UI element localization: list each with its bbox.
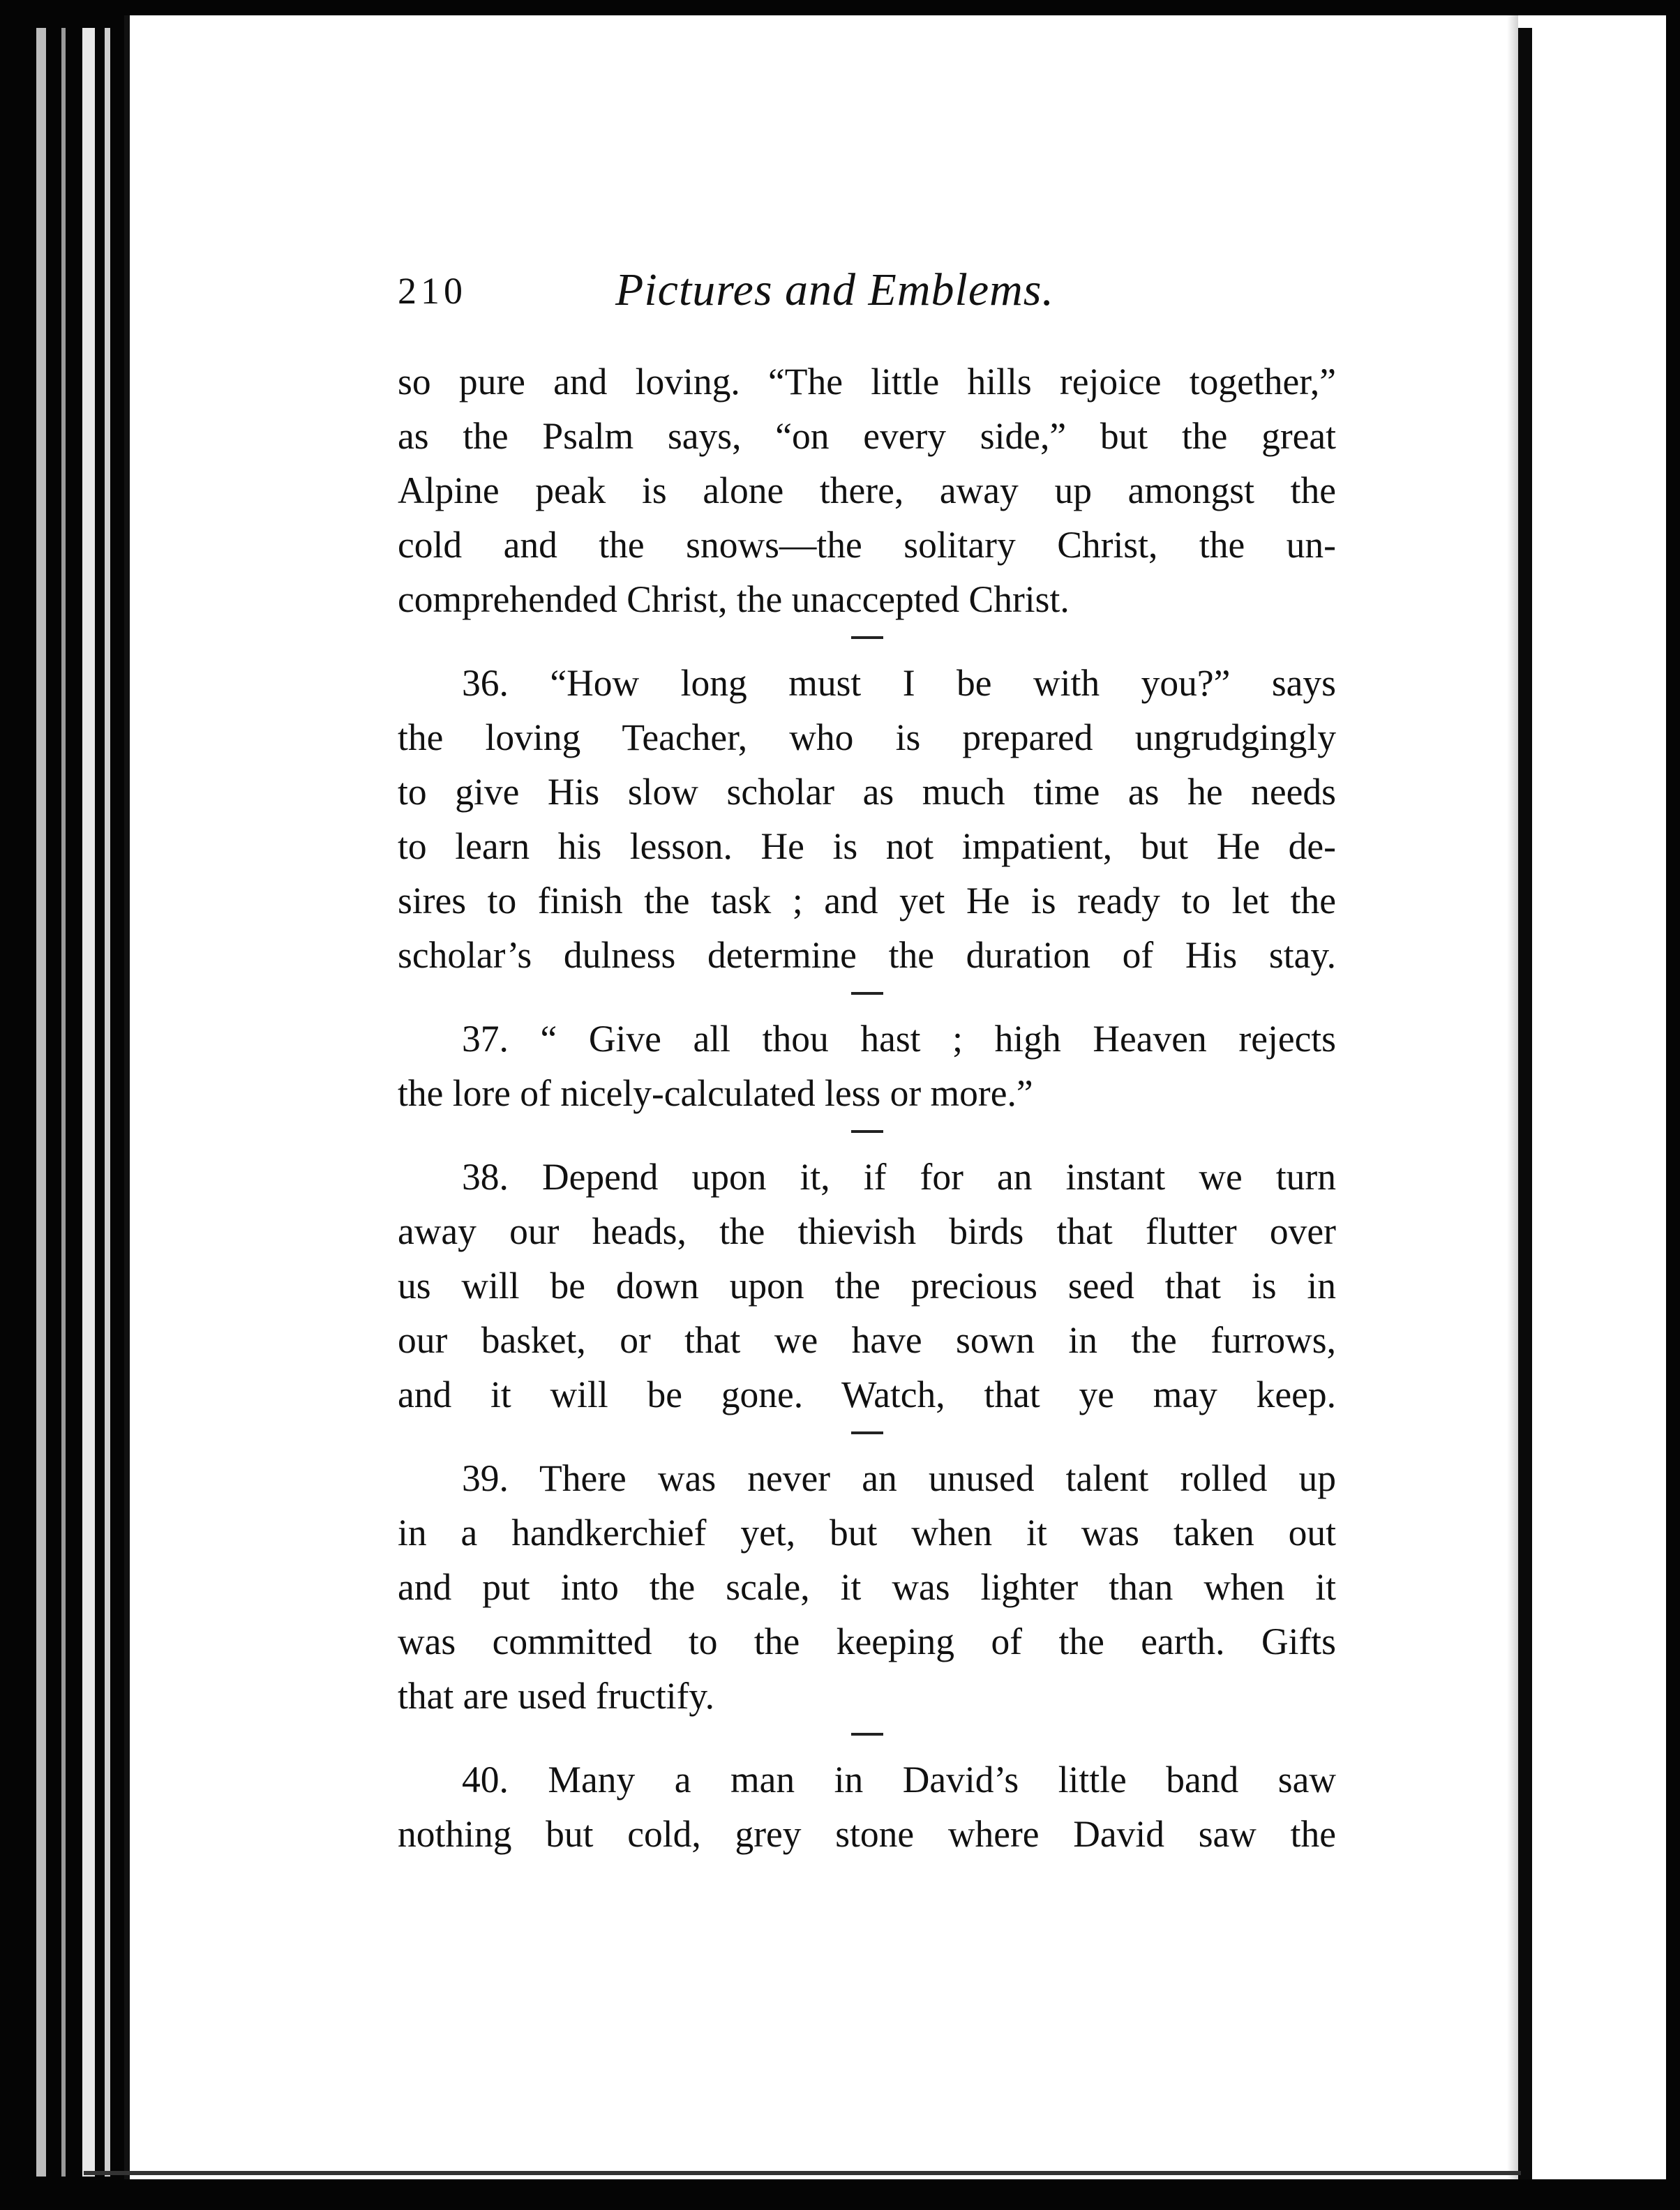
separator-rule bbox=[851, 1431, 883, 1434]
text-block bbox=[398, 354, 1336, 1861]
adjacent-page bbox=[1532, 15, 1666, 2179]
separator-rule bbox=[851, 992, 883, 995]
section-separator bbox=[398, 982, 1336, 1012]
page-edge-line bbox=[124, 15, 130, 2179]
text-line: and put into the scale, it was lighter than when it bbox=[398, 1566, 1336, 1608]
page-number: 210 bbox=[398, 270, 467, 312]
scan-border-right bbox=[1666, 0, 1680, 2210]
text-line: as the Psalm says, “on every side,” but the great bbox=[398, 415, 1336, 457]
running-title: Pictures and Emblems. bbox=[615, 264, 1054, 315]
text-line: our basket, or that we have sown in the furrows, bbox=[398, 1319, 1336, 1361]
book-edge bbox=[36, 28, 46, 2177]
paragraph-39 bbox=[398, 1451, 1336, 1723]
paragraph-36 bbox=[398, 656, 1336, 982]
text-line: the loving Teacher, who is prepared ungrudgingly bbox=[398, 716, 1336, 758]
separator-rule bbox=[851, 1733, 883, 1736]
running-header bbox=[398, 264, 1333, 326]
section-separator bbox=[398, 1723, 1336, 1752]
paragraph-continued bbox=[398, 354, 1336, 626]
scan-border-top bbox=[0, 0, 1680, 15]
section-separator bbox=[398, 626, 1336, 656]
text-line: and it will be gone. Watch, that ye may keep. bbox=[398, 1374, 1336, 1415]
text-line: 37. “ Give all thou hast ; high Heaven rejects bbox=[462, 1018, 1336, 1060]
text-line: 39. There was never an unused talent rolled up bbox=[462, 1457, 1336, 1499]
paragraph-37 bbox=[398, 1012, 1336, 1120]
gutter-shadow bbox=[1507, 15, 1518, 2179]
text-line: cold and the snows—the solitary Christ, the un- bbox=[398, 524, 1336, 566]
text-line: to learn his lesson. He is not impatient, but He de- bbox=[398, 825, 1336, 867]
text-line: to give His slow scholar as much time as he needs bbox=[398, 771, 1336, 813]
section-separator bbox=[398, 1120, 1336, 1150]
separator-rule bbox=[851, 1130, 883, 1133]
text-line: Alpine peak is alone there, away up amongst the bbox=[398, 469, 1336, 511]
text-line: 38. Depend upon it, if for an instant we turn bbox=[462, 1156, 1336, 1198]
book-edge bbox=[105, 28, 110, 2177]
section-separator bbox=[398, 1422, 1336, 1451]
text-line: away our heads, the thievish birds that flutter over bbox=[398, 1210, 1336, 1252]
text-line: in a handkerchief yet, but when it was taken out bbox=[398, 1512, 1336, 1554]
text-line: so pure and loving. “The little hills rejoice together,” bbox=[398, 361, 1336, 403]
separator-rule bbox=[851, 636, 883, 639]
paragraph-40 bbox=[398, 1752, 1336, 1861]
page-bottom-edge bbox=[84, 2171, 1521, 2175]
text-line: comprehended Christ, the unaccepted Christ. bbox=[398, 578, 1070, 620]
text-line: that are used fructify. bbox=[398, 1675, 715, 1717]
scan-border-bottom bbox=[0, 2179, 1680, 2210]
text-line: nothing but cold, grey stone where David saw the bbox=[398, 1813, 1336, 1855]
text-line: the lore of nicely-calculated less or more.” bbox=[398, 1072, 1033, 1114]
text-line: us will be down upon the precious seed that is in bbox=[398, 1265, 1336, 1307]
text-line: 40. Many a man in David’s little band saw bbox=[462, 1759, 1336, 1801]
book-edge bbox=[82, 28, 95, 2177]
book-gutter bbox=[1518, 28, 1532, 2179]
text-line: 36. “How long must I be with you?” says bbox=[462, 662, 1336, 704]
text-line: scholar’s dulness determine the duration of His stay. bbox=[398, 934, 1336, 976]
book-edge bbox=[61, 28, 66, 2177]
paragraph-38 bbox=[398, 1150, 1336, 1422]
text-line: sires to finish the task ; and yet He is ready to let the bbox=[398, 880, 1336, 922]
text-line: was committed to the keeping of the earth. Gifts bbox=[398, 1621, 1336, 1662]
